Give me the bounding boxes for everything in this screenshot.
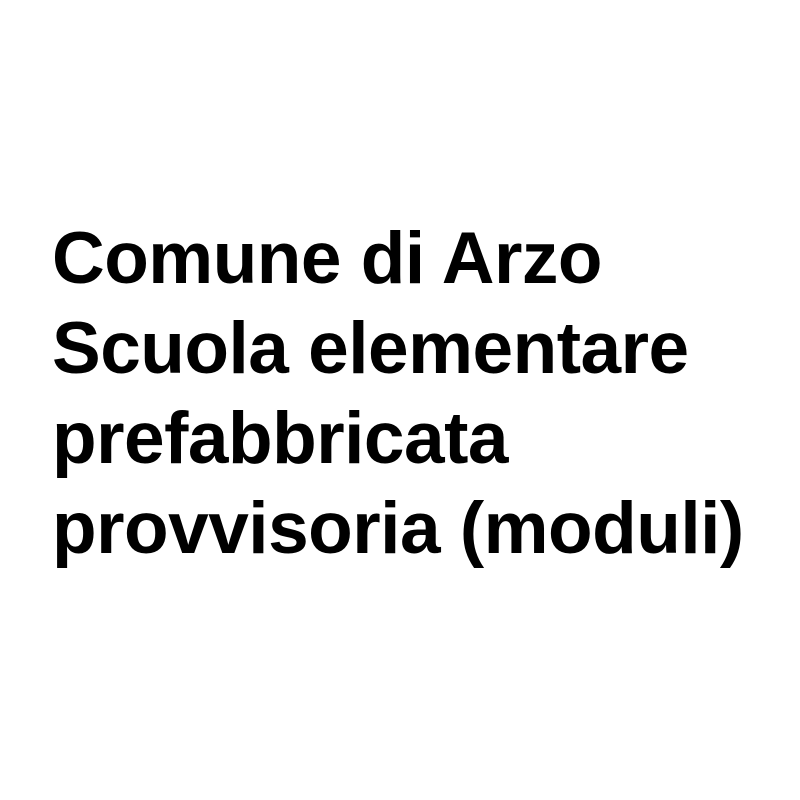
title-line-building-type: prefabbricata [52, 398, 508, 479]
title-line-description: provvisoria (moduli) [52, 488, 744, 569]
title-line-school: Scuola elementare [52, 308, 689, 389]
title-line-municipality: Comune di Arzo [52, 218, 602, 299]
document-title [52, 214, 792, 574]
